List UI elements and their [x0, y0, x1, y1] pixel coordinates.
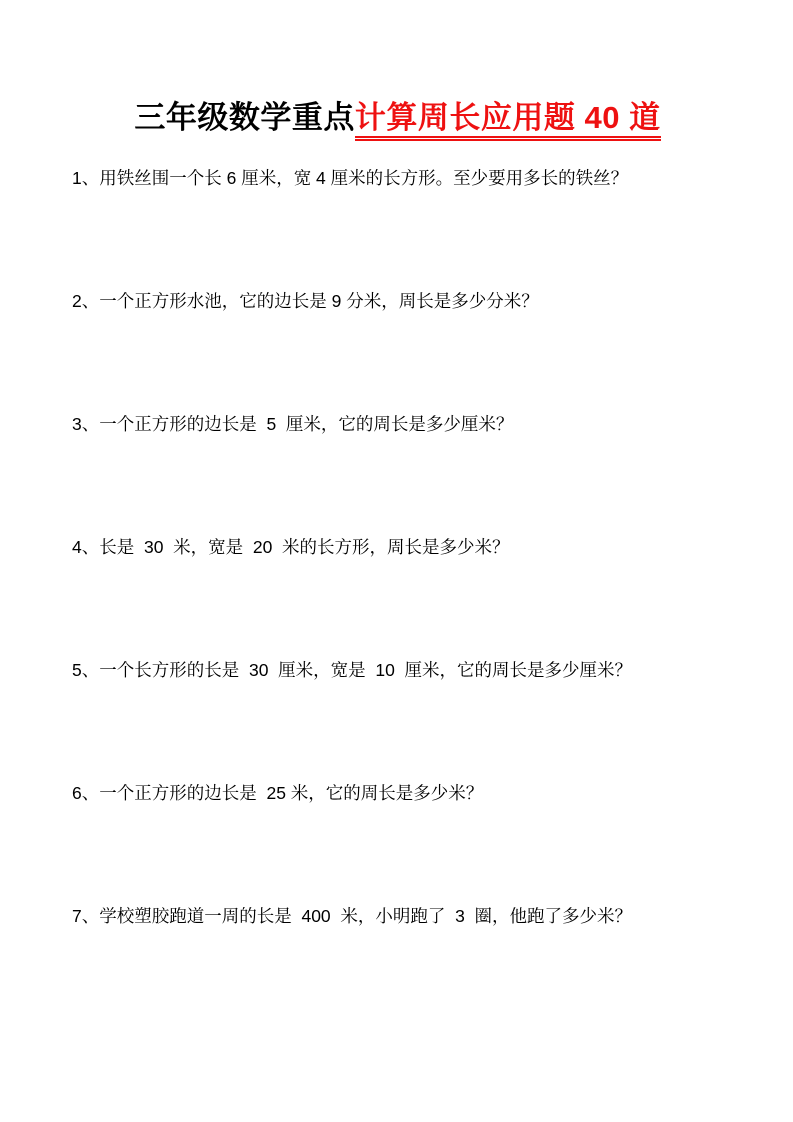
question-item-2: 2、一个正方形水池，它的边长是 9 分米，周长是多少分米？ — [72, 291, 539, 311]
title-black-text: 三年级数学重点 — [134, 100, 355, 135]
question-item-1: 1、用铁丝围一个长 6 厘米，宽 4 厘米的长方形。至少要用多长的铁丝？ — [72, 168, 629, 188]
question-item-4: 4、长是 30 米，宽是 20 米的长方形，周长是多少米？ — [72, 537, 510, 557]
question-item-7: 7、学校塑胶跑道一周的长是 400 米，小明跑了 3 圈，他跑了多少米？ — [72, 906, 633, 926]
question-item-3: 3、一个正方形的边长是 5 厘米，它的周长是多少厘米？ — [72, 414, 514, 434]
question-item-5: 5、一个长方形的长是 30 厘米，宽是 10 厘米，它的周长是多少厘米？ — [72, 660, 633, 680]
title-red-underlined-text: 计算周长应用题 40 道 — [355, 100, 661, 141]
page-title — [72, 97, 723, 139]
question-item-6: 6、一个正方形的边长是 25 米，它的周长是多少米？ — [72, 783, 484, 803]
question-list — [72, 166, 723, 929]
